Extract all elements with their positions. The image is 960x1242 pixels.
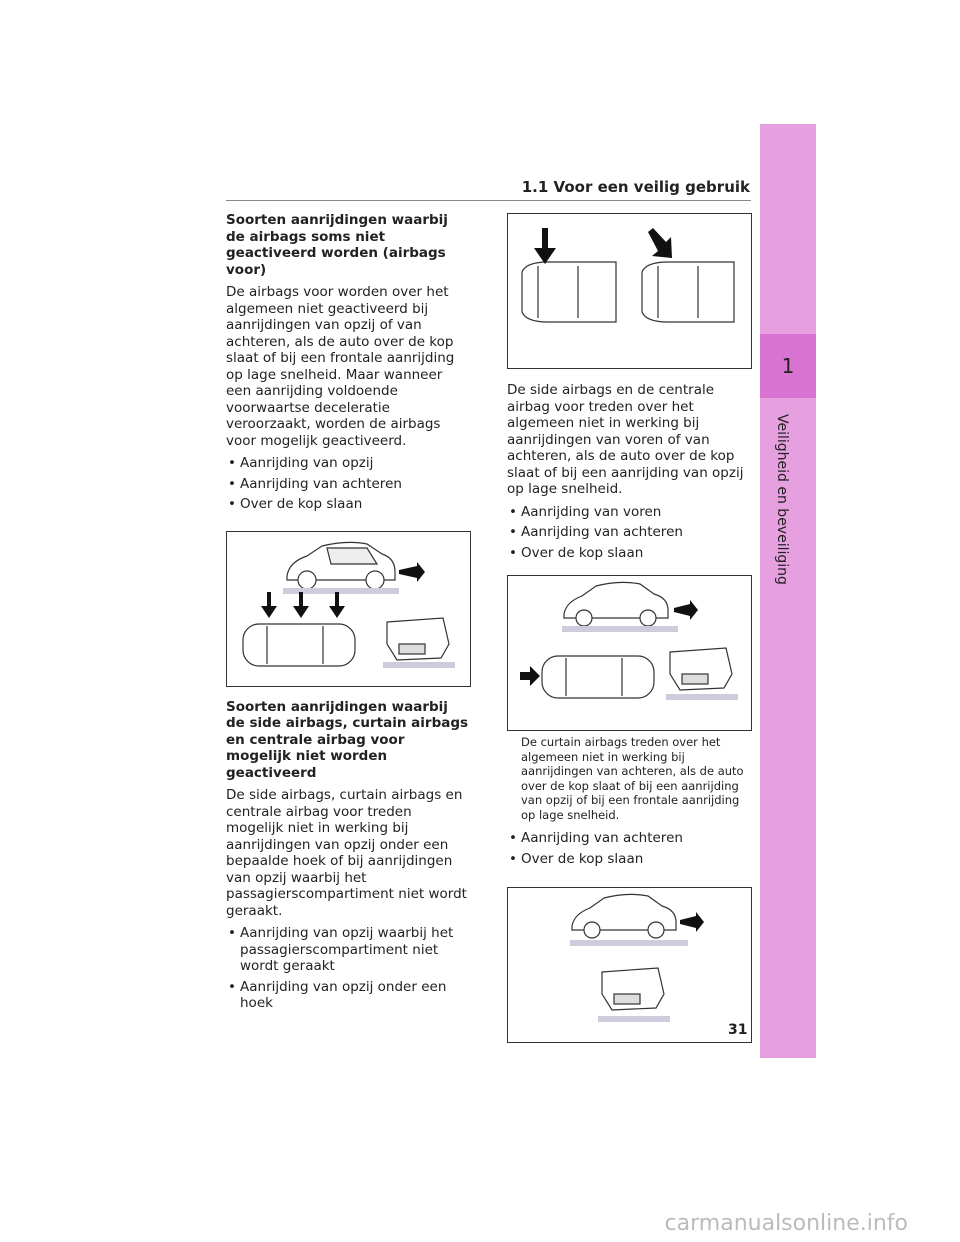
- car-top-view-illustration: [542, 656, 654, 698]
- section1-body: De airbags voor worden over het algemeen niet geactiveerd bij aanrijdingen van opzij of van achteren, als de auto over de kop slaat of bij een frontale aanrijding op lage snelheid. Maar wanneer een aanrijding voldoende voorwaartse deceleratie veroorzaakt, worden de airbags voor mogelijk geactiveerd.: [226, 284, 455, 449]
- arrow-impact-rear: [399, 562, 425, 582]
- list-item: • Over de kop slaan: [226, 496, 471, 513]
- list-item: • Aanrijding van achteren: [507, 524, 751, 541]
- chapter-number: 1: [781, 354, 795, 378]
- page-number: 31: [728, 1022, 748, 1038]
- list-item: • Aanrijding van opzij onder een hoek: [226, 979, 471, 1012]
- chapter-side-tab: [760, 124, 816, 1058]
- arrow-side-impact-2: [293, 592, 309, 618]
- list-item: • Over de kop slaan: [507, 851, 751, 868]
- ground-strip: [562, 626, 678, 632]
- car-rollover-illustration: [387, 618, 449, 660]
- list-item: • Aanrijding van achteren: [226, 476, 471, 493]
- left-column: [226, 212, 471, 1018]
- curtain-airbag-note: De curtain airbags treden over het algemeen niet in werking bij aanrijdingen van achteren, als de auto over de kop slaat of bij een aanrijding van opzij of bij een frontale aanrijding op lage snelheid.: [521, 735, 744, 822]
- list-item: • Aanrijding van opzij: [226, 455, 471, 472]
- right-column: [507, 382, 751, 1043]
- car-side-view-illustration: [564, 582, 668, 626]
- car-rollover-illustration: [602, 968, 664, 1010]
- watermark: carmanualsonline.info: [664, 1211, 908, 1236]
- ground-strip: [598, 1016, 670, 1022]
- section2-body: De side airbags, curtain airbags en centrale airbag voor treden mogelijk niet in werking bij aanrijdingen van opzij onder een bepaalde hoek of bij aanrijdingen van opzij waarbij het passagierscompartiment niet wordt geraakt.: [226, 787, 467, 919]
- ground-strip: [666, 694, 738, 700]
- arrow-side-impact-1: [261, 592, 277, 618]
- arrow-perpendicular-impact: [534, 228, 556, 264]
- arrow-angled-impact: [648, 228, 672, 258]
- chapter-title: Veiligheid en beveiliging: [774, 414, 790, 585]
- car-side-view-illustration: [287, 542, 395, 589]
- section1-heading: Soorten aanrijdingen waarbij de airbags soms niet geactiveerd worden (airbags voor): [226, 212, 448, 278]
- section-header-title: 1.1 Voor een veilig gebruik: [521, 178, 750, 196]
- car-rollover-illustration: [670, 648, 732, 690]
- list-item: • Over de kop slaan: [507, 545, 751, 562]
- section4-list: [507, 830, 751, 867]
- car-top-view-illustration: [243, 624, 355, 666]
- figure-curtain-airbag-cases: [507, 887, 752, 1043]
- ground-strip: [383, 662, 455, 668]
- figure-angled-side-impact: [507, 213, 752, 369]
- arrow-impact-rear: [674, 600, 698, 620]
- list-item: • Aanrijding van achteren: [507, 830, 751, 847]
- section2-list: [226, 925, 471, 1012]
- section2-heading: Soorten aanrijdingen waarbij de side airbags, curtain airbags en centrale airbag voor mogelijk niet worden geactiveerd: [226, 698, 469, 781]
- car-side-view-illustration: [572, 894, 676, 938]
- chapter-title-vertical: [762, 414, 814, 614]
- list-item: • Aanrijding van opzij waarbij het passagierscompartiment niet wordt geraakt: [226, 925, 471, 975]
- figure-frontal-airbag-cases: [226, 531, 471, 687]
- ground-strip: [570, 940, 688, 946]
- section1-list: [226, 455, 471, 513]
- arrow-impact-rear: [680, 912, 704, 932]
- car-top-view-illustration: [642, 262, 734, 322]
- list-item: • Aanrijding van voren: [507, 504, 751, 521]
- header-divider: [226, 200, 751, 201]
- figure-side-central-airbag-cases: [507, 575, 752, 731]
- section3-body: De side airbags en de centrale airbag voor treden over het algemeen niet in werking bij aanrijdingen van voren of van achteren, als de auto over de kop slaat of bij een aanrijding van opzij op lage snelheid.: [507, 382, 744, 497]
- chapter-number-box: [760, 334, 816, 398]
- arrow-side-impact-3: [329, 592, 345, 618]
- arrow-front-impact: [520, 666, 540, 686]
- section3-list: [507, 504, 751, 562]
- car-top-view-illustration: [522, 262, 616, 322]
